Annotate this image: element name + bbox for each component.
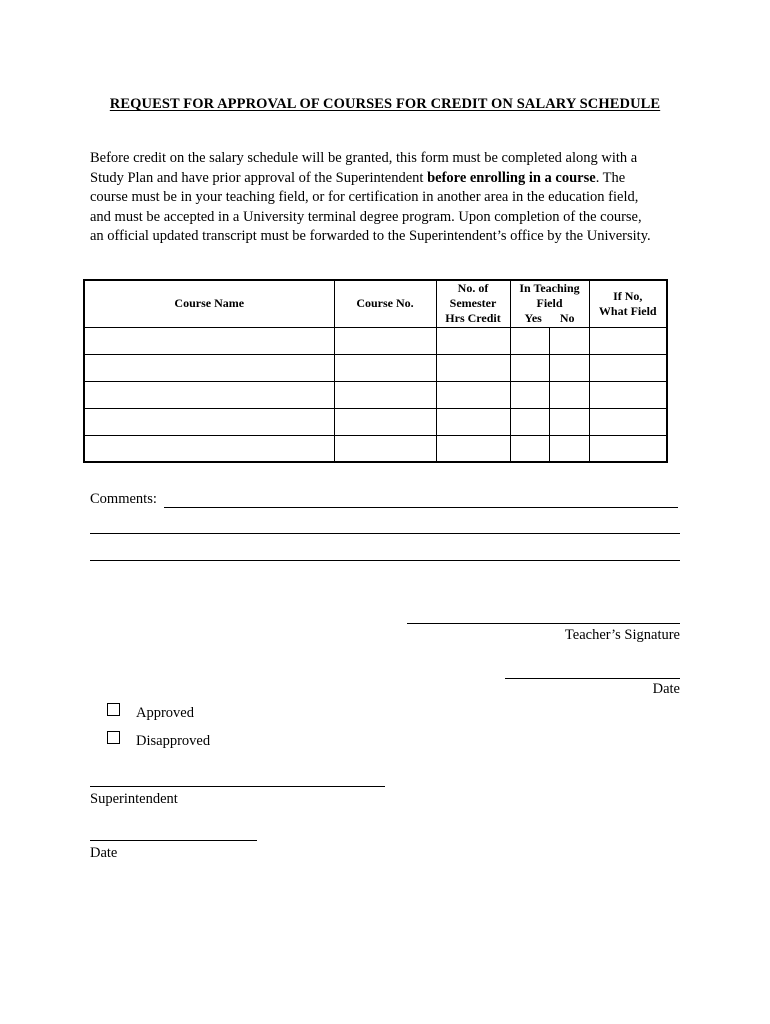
- header-course-name: Course Name: [84, 280, 334, 327]
- superintendent-signature-line[interactable]: [90, 786, 385, 787]
- semester-hrs-cell[interactable]: [436, 327, 510, 354]
- teaching-yes-cell[interactable]: [510, 408, 549, 435]
- header-semester-hrs-line-3: Hrs Credit: [445, 311, 501, 326]
- table-row: [84, 435, 667, 462]
- header-no: No: [559, 311, 575, 326]
- teaching-no-cell[interactable]: [549, 435, 589, 462]
- header-semester-hrs-line-2: Semester: [449, 296, 497, 311]
- course-name-cell[interactable]: [84, 381, 334, 408]
- comments-label: Comments:: [90, 491, 157, 507]
- header-in-teaching-field: [510, 280, 589, 327]
- header-what-field: [589, 280, 667, 327]
- table-row: [84, 354, 667, 381]
- teacher-date-label: Date: [652, 681, 680, 697]
- header-yes: Yes: [524, 311, 542, 326]
- teacher-signature-line[interactable]: [407, 623, 680, 624]
- course-no-cell[interactable]: [334, 408, 436, 435]
- intro-line-5: an official updated transcript must be forwarded to the Superintendent’s office by the University.: [90, 228, 651, 244]
- what-field-cell[interactable]: [589, 381, 667, 408]
- header-course-no: Course No.: [334, 280, 436, 327]
- header-what-field-line-2: What Field: [598, 303, 657, 318]
- intro-line-1: Before credit on the salary schedule will be granted, this form must be completed along with a: [90, 150, 638, 166]
- course-no-cell[interactable]: [334, 435, 436, 462]
- intro-line-2-end: . The: [595, 169, 626, 186]
- intro-line-2-start: Study Plan and have prior approval of the Superintendent: [90, 169, 428, 186]
- semester-hrs-cell[interactable]: [436, 408, 510, 435]
- teacher-signature-label: Teacher’s Signature: [564, 627, 680, 643]
- course-no-cell[interactable]: [334, 354, 436, 381]
- course-name-cell[interactable]: [84, 354, 334, 381]
- course-name-cell[interactable]: [84, 435, 334, 462]
- semester-hrs-cell[interactable]: [436, 381, 510, 408]
- header-teaching-line-1: In Teaching: [519, 281, 580, 296]
- approved-checkbox[interactable]: [107, 703, 120, 716]
- header-semester-hrs: [436, 280, 510, 327]
- form-title-text: REQUEST FOR APPROVAL OF COURSES FOR CREDIT ON SALARY SCHEDULE: [109, 96, 661, 112]
- teaching-no-cell[interactable]: [549, 327, 589, 354]
- teaching-yes-cell[interactable]: [510, 354, 549, 381]
- teacher-date-line[interactable]: [505, 678, 680, 679]
- header-what-field-line-1: If No,: [613, 288, 643, 303]
- what-field-cell[interactable]: [589, 354, 667, 381]
- comments-line-2[interactable]: [90, 533, 680, 534]
- teaching-no-cell[interactable]: [549, 408, 589, 435]
- header-teaching-line-2: Field: [536, 296, 563, 311]
- semester-hrs-cell[interactable]: [436, 354, 510, 381]
- intro-line-4: and must be accepted in a University terminal degree program. Upon completion of the course,: [90, 208, 642, 225]
- what-field-cell[interactable]: [589, 327, 667, 354]
- intro-line-2: [90, 169, 690, 189]
- comments-line-3[interactable]: [90, 560, 680, 561]
- superintendent-label: Superintendent: [90, 791, 178, 807]
- course-no-cell[interactable]: [334, 381, 436, 408]
- intro-line-3: course must be in your teaching field, or for certification in another area in the education field,: [90, 189, 639, 205]
- form-title: [0, 96, 770, 113]
- comments-line-1[interactable]: [164, 507, 678, 508]
- teaching-no-cell[interactable]: [549, 354, 589, 381]
- table-row: [84, 327, 667, 354]
- teaching-yes-cell[interactable]: [510, 435, 549, 462]
- course-no-cell[interactable]: [334, 327, 436, 354]
- header-yes-no: [511, 311, 589, 326]
- semester-hrs-cell[interactable]: [436, 435, 510, 462]
- table-row: [84, 408, 667, 435]
- teaching-yes-cell[interactable]: [510, 327, 549, 354]
- superintendent-date-label: Date: [90, 845, 118, 861]
- teaching-no-cell[interactable]: [549, 381, 589, 408]
- table-header-row: [84, 280, 667, 327]
- what-field-cell[interactable]: [589, 435, 667, 462]
- intro-paragraph: [90, 149, 690, 247]
- what-field-cell[interactable]: [589, 408, 667, 435]
- course-name-cell[interactable]: [84, 408, 334, 435]
- header-semester-hrs-line-1: No. of: [457, 281, 489, 296]
- teaching-yes-cell[interactable]: [510, 381, 549, 408]
- courses-table: [83, 279, 668, 463]
- course-name-cell[interactable]: [84, 327, 334, 354]
- intro-line-2-emphasis: before enrolling in a course: [427, 169, 596, 186]
- disapproved-checkbox[interactable]: [107, 731, 120, 744]
- disapproved-label: Disapproved: [136, 733, 211, 749]
- approved-label: Approved: [136, 705, 194, 721]
- superintendent-date-line[interactable]: [90, 840, 257, 841]
- table-row: [84, 381, 667, 408]
